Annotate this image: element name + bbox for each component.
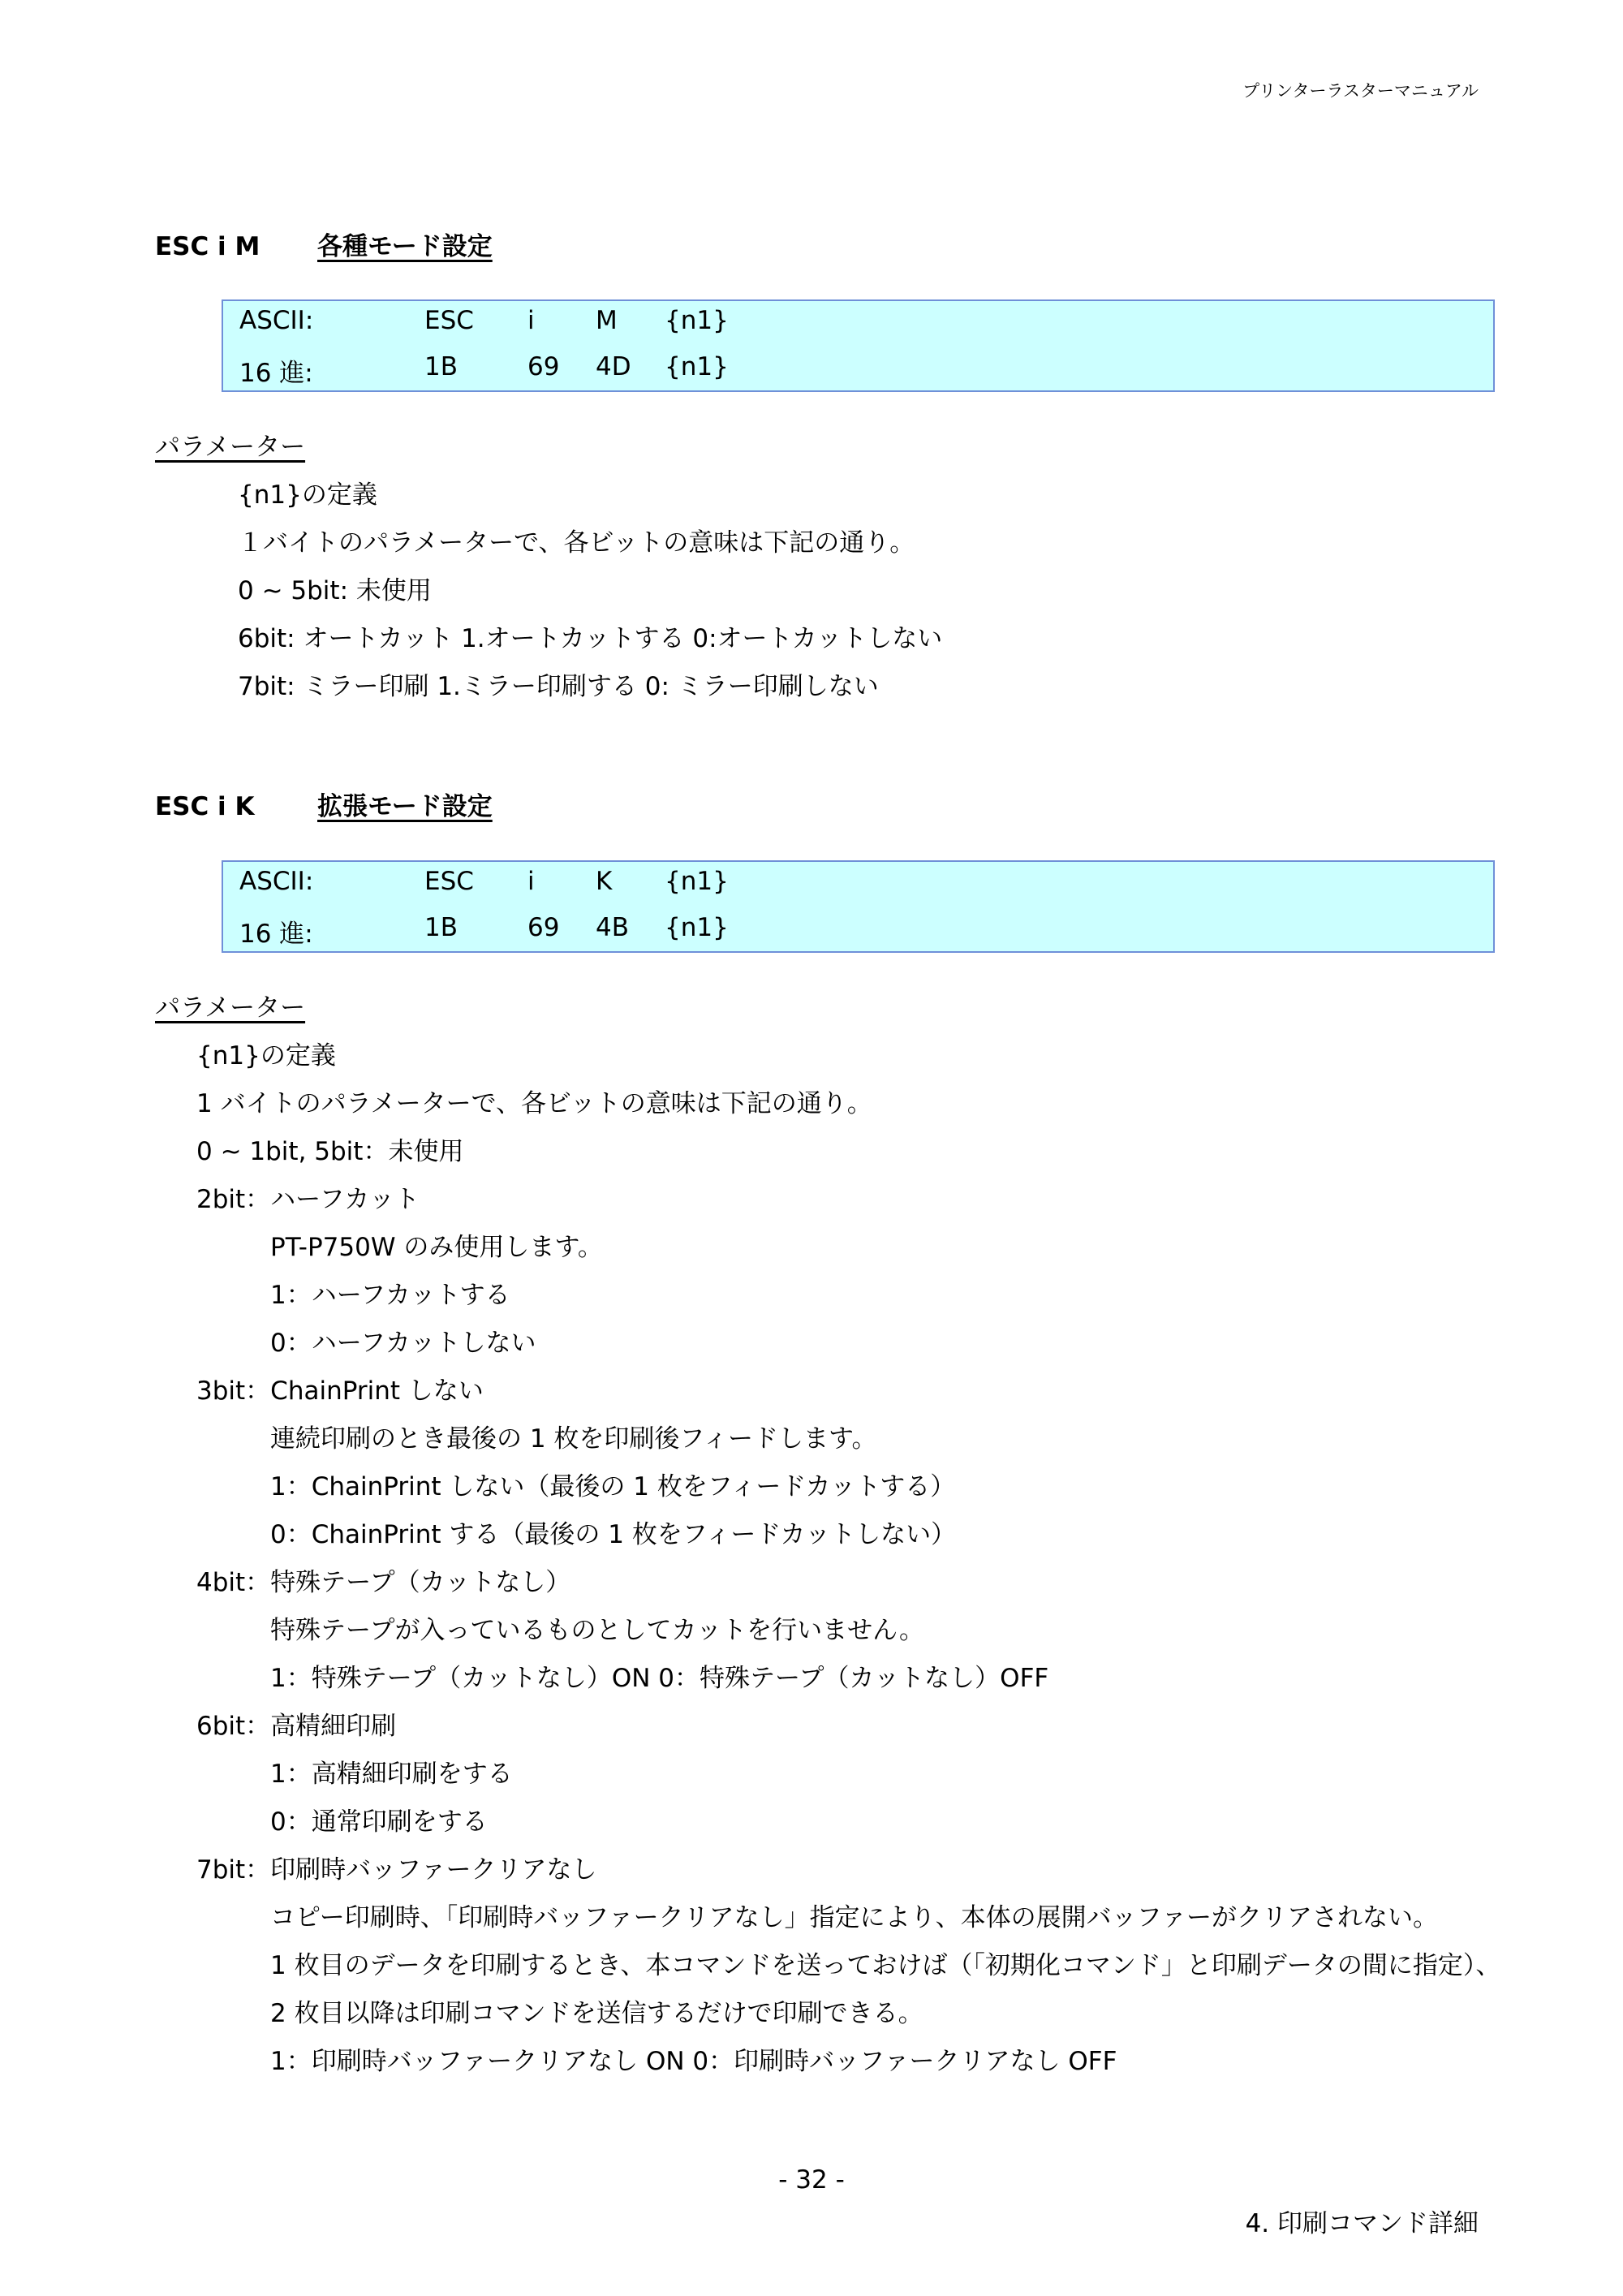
page-header: プリンターラスターマニュアル — [1242, 81, 1479, 101]
ascii-byte: i — [527, 306, 535, 335]
text-line: 3bit：ChainPrint しない — [196, 1376, 484, 1406]
ascii-byte: {n1} — [665, 306, 729, 335]
hex-byte: 69 — [527, 913, 560, 942]
command-code-box — [222, 860, 1495, 953]
command-name: ESC i M — [155, 232, 260, 261]
section-title-esc-i-m — [155, 226, 493, 262]
hex-byte: 69 — [527, 352, 560, 381]
text-line: 2bit：ハーフカット — [196, 1185, 420, 1214]
text-line: 0：通常印刷をする — [270, 1807, 488, 1837]
ascii-label: ASCII: — [239, 867, 314, 896]
text-line: 連続印刷のとき最後の 1 枚を印刷後フィードします。 — [270, 1424, 877, 1454]
ascii-byte: {n1} — [665, 867, 729, 896]
command-title: 各種モード設定 — [317, 232, 493, 261]
text-line: 6bit: オートカット 1.オートカットする 0:オートカットしない — [238, 624, 943, 653]
text-line: 7bit：印刷時バッファークリアなし — [196, 1855, 597, 1885]
ascii-byte: ESC — [424, 306, 474, 335]
hex-label: 16 進: — [239, 920, 313, 949]
text-line: 1：高精細印刷をする — [270, 1760, 513, 1789]
text-line: 0：ChainPrint する（最後の 1 枚をフィードカットしない） — [270, 1520, 957, 1549]
text-line: PT-P750W のみ使用します。 — [270, 1233, 603, 1262]
hex-byte: 4D — [596, 352, 631, 381]
ascii-byte: ESC — [424, 867, 474, 896]
text-line: {n1}の定義 — [238, 480, 377, 510]
text-line: 0 ~ 5bit: 未使用 — [238, 576, 432, 605]
text-line: 2 枚目以降は印刷コマンドを送信するだけで印刷できる。 — [270, 1999, 923, 2028]
ascii-label: ASCII: — [239, 306, 314, 335]
text-line: １バイトのパラメーターで、各ビットの意味は下記の通り。 — [238, 528, 915, 558]
text-line: 1：ChainPrint しない（最後の 1 枚をフィードカットする） — [270, 1472, 956, 1501]
hex-label: 16 進: — [239, 359, 313, 388]
text-line: 特殊テープが入っているものとしてカットを行いません。 — [270, 1616, 924, 1645]
ascii-byte: K — [596, 867, 613, 896]
hex-byte: {n1} — [665, 913, 729, 942]
parameter-heading: パラメーター — [155, 993, 306, 1023]
ascii-byte: i — [527, 867, 535, 896]
text-line: コピー印刷時、「印刷時バッファークリアなし」指定により、本体の展開バッファーがクリアされない。 — [270, 1903, 1439, 1932]
hex-byte: 4B — [596, 913, 629, 942]
page-number: - 32 - — [778, 2165, 845, 2195]
section-title-esc-i-k — [155, 786, 493, 822]
text-line: 1：印刷時バッファークリアなし ON 0：印刷時バッファークリアなし OFF — [270, 2047, 1117, 2076]
chapter-footer: 4. 印刷コマンド詳細 — [1245, 2209, 1479, 2238]
text-line: 6bit：高精細印刷 — [196, 1712, 397, 1741]
text-line: 7bit: ミラー印刷 1.ミラー印刷する 0: ミラー印刷しない — [238, 672, 879, 701]
hex-byte: 1B — [424, 913, 458, 942]
text-line: 1 バイトのパラメーターで、各ビットの意味は下記の通り。 — [196, 1089, 872, 1118]
text-line: 0 ~ 1bit, 5bit：未使用 — [196, 1137, 464, 1166]
command-code-box — [222, 299, 1495, 392]
ascii-byte: M — [596, 306, 618, 335]
hex-byte: {n1} — [665, 352, 729, 381]
text-line: 1：特殊テープ（カットなし）ON 0：特殊テープ（カットなし）OFF — [270, 1664, 1049, 1693]
text-line: 1 枚目のデータを印刷するとき、本コマンドを送っておけば（「初期化コマンド」と印刷データの間に指定）、 — [270, 1951, 1501, 1980]
text-line: 1：ハーフカットする — [270, 1281, 510, 1310]
text-line: 4bit：特殊テープ（カットなし） — [196, 1568, 571, 1597]
command-name: ESC i K — [155, 792, 255, 821]
command-title: 拡張モード設定 — [317, 792, 493, 821]
hex-byte: 1B — [424, 352, 458, 381]
text-line: 0：ハーフカットしない — [270, 1329, 536, 1358]
parameter-heading: パラメーター — [155, 433, 306, 462]
text-line: {n1}の定義 — [196, 1041, 336, 1070]
